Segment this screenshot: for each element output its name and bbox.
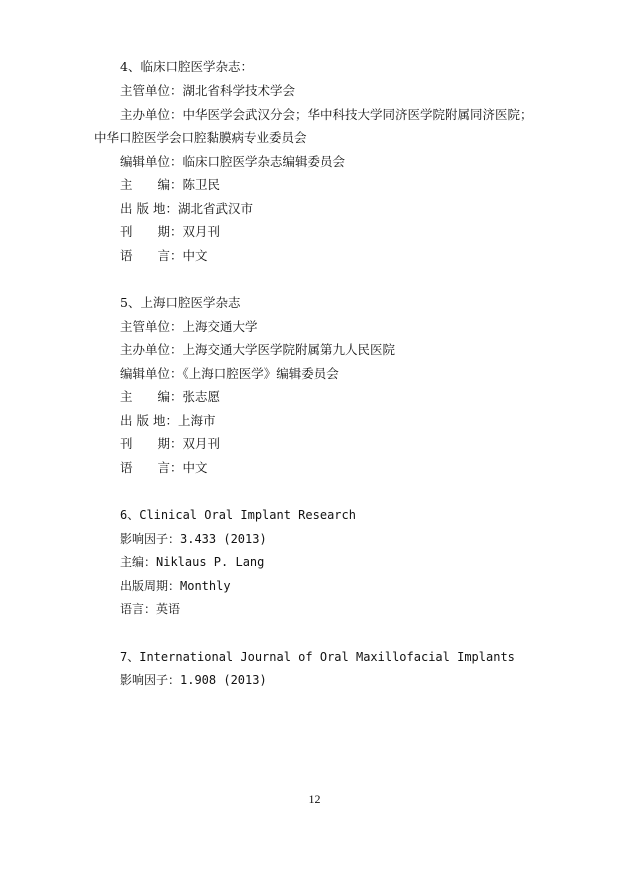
journal-5-sponsor: 主办单位：上海交通大学医学院附属第九人民医院 — [120, 342, 396, 357]
journal-6-language: 语言：英语 — [120, 602, 181, 616]
journal-5-period: 刊 期：双月刊 — [120, 436, 221, 451]
journal-5-competent-unit: 主管单位：上海交通大学 — [120, 319, 258, 334]
journal-4-chief-editor: 主 编：陈卫民 — [120, 177, 221, 192]
journal-6-impact-factor: 影响因子：3.433 (2013) — [120, 532, 267, 546]
journal-6-cycle: 出版周期：Monthly — [120, 579, 231, 593]
journal-5-chief-editor: 主 编：张志愿 — [120, 389, 221, 404]
journal-4-publication-place: 出 版 地：湖北省武汉市 — [120, 201, 253, 216]
journal-5-publication-place: 出 版 地：上海市 — [120, 413, 216, 428]
journal-4-language: 语 言：中文 — [120, 248, 208, 263]
journal-6-chief-editor: 主编：Niklaus P. Lang — [120, 555, 265, 569]
journal-4-sponsor-line1: 主办单位：中华医学会武汉分会；华中科技大学同济医学院附属同济医院； — [120, 107, 533, 122]
journal-5-language: 语 言：中文 — [120, 460, 208, 475]
journal-6-heading: 6、Clinical Oral Implant Research — [120, 508, 356, 522]
journal-4-heading: 4、临床口腔医学杂志： — [120, 59, 253, 74]
journal-4-competent-unit: 主管单位：湖北省科学技术学会 — [120, 83, 296, 98]
journal-4-period: 刊 期：双月刊 — [120, 224, 221, 239]
page-number: 12 — [308, 792, 321, 806]
journal-7-heading: 7、International Journal of Oral Maxillofacial Implants — [120, 650, 515, 664]
journal-5-heading: 5、上海口腔医学杂志 — [120, 295, 241, 310]
journal-4-sponsor-line2: 中华口腔医学会口腔黏膜病专业委员会 — [94, 130, 307, 145]
journal-7-impact-factor: 影响因子：1.908 (2013) — [120, 673, 267, 687]
journal-5-editing-unit: 编辑单位：《上海口腔医学》编辑委员会 — [120, 366, 339, 381]
journal-4-editing-unit: 编辑单位：临床口腔医学杂志编辑委员会 — [120, 154, 346, 169]
